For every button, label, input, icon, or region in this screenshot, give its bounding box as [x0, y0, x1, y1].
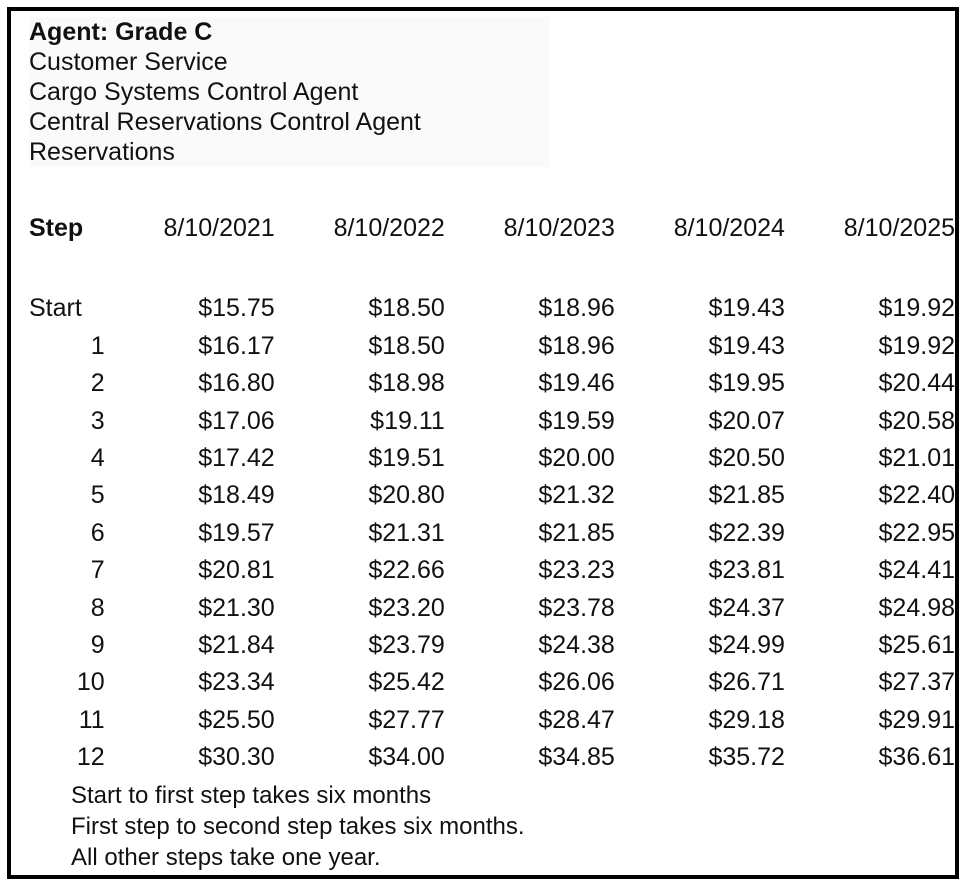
date-column-header: 8/10/2024	[673, 214, 785, 242]
rate-cell: $21.32	[538, 481, 615, 510]
position-customer-service: Customer Service	[29, 48, 228, 76]
step-column-header: Step	[29, 214, 84, 242]
table-row	[29, 290, 955, 327]
grade-title: Agent: Grade C	[29, 18, 213, 46]
rate-cell: $28.47	[538, 705, 615, 734]
rate-cell: $22.66	[368, 556, 445, 585]
rate-cell: $26.06	[538, 668, 615, 697]
rate-cell: $24.38	[538, 631, 615, 660]
date-column-header: 8/10/2025	[843, 214, 955, 242]
note-line: First step to second step takes six months.	[71, 813, 525, 840]
table-row	[29, 590, 955, 627]
rate-cell: $19.57	[198, 518, 275, 547]
rate-cell: $23.79	[368, 631, 445, 660]
table-row	[29, 552, 955, 589]
table-row	[29, 702, 955, 739]
position-cargo-systems: Cargo Systems Control Agent	[29, 78, 359, 106]
rate-cell: $24.37	[708, 593, 785, 622]
step-cell: 5	[90, 481, 105, 510]
table-row	[29, 739, 955, 776]
rate-cell: $20.44	[878, 369, 955, 398]
rate-cell: $20.81	[198, 556, 275, 585]
rate-cell: $27.37	[878, 668, 955, 697]
rate-cell: $18.96	[538, 331, 615, 360]
table-row	[29, 440, 955, 477]
rate-cell: $22.95	[878, 518, 955, 547]
table-row	[29, 664, 955, 701]
rate-cell: $19.43	[708, 294, 785, 323]
rate-cell: $34.85	[538, 743, 615, 772]
rate-cell: $19.59	[538, 406, 615, 435]
position-central-reservations: Central Reservations Control Agent	[29, 108, 421, 136]
rate-cell: $21.31	[368, 518, 445, 547]
rate-cell: $24.41	[878, 556, 955, 585]
rate-cell: $29.91	[878, 705, 955, 734]
rate-cell: $35.72	[708, 743, 785, 772]
rate-cell: $22.39	[708, 518, 785, 547]
step-cell: 7	[90, 556, 105, 585]
rate-cell: $25.50	[198, 705, 275, 734]
step-cell: 1	[90, 331, 105, 360]
rate-cell: $21.85	[538, 518, 615, 547]
table-row	[29, 328, 955, 365]
notes-block	[71, 780, 525, 873]
rate-cell: $30.30	[198, 743, 275, 772]
pay-scale-document	[7, 7, 959, 879]
rate-cell: $21.85	[708, 481, 785, 510]
rate-cell: $20.07	[708, 406, 785, 435]
rate-cell: $24.98	[878, 593, 955, 622]
rate-cell: $19.46	[538, 369, 615, 398]
rate-cell: $17.42	[198, 444, 275, 473]
rate-cell: $19.95	[708, 369, 785, 398]
rate-cell: $23.23	[538, 556, 615, 585]
date-column-header: 8/10/2021	[163, 214, 275, 242]
rate-cell: $18.96	[538, 294, 615, 323]
step-cell: 10	[76, 668, 105, 697]
rate-cell: $23.81	[708, 556, 785, 585]
rate-cell: $21.01	[878, 444, 955, 473]
rate-cell: $34.00	[368, 743, 445, 772]
rate-cell: $25.42	[368, 668, 445, 697]
rate-cell: $20.58	[878, 406, 955, 435]
rate-cell: $18.98	[368, 369, 445, 398]
note-line: Start to first step takes six months	[71, 782, 432, 809]
date-column-header: 8/10/2023	[503, 214, 615, 242]
step-cell: 3	[90, 406, 105, 435]
rate-cell: $17.06	[198, 406, 275, 435]
rate-cell: $19.11	[370, 406, 445, 435]
rate-cell: $22.40	[878, 481, 955, 510]
rate-cell: $27.77	[368, 705, 445, 734]
header-block	[29, 17, 549, 167]
rate-cell: $23.20	[368, 593, 445, 622]
rate-cell: $23.78	[538, 593, 615, 622]
rate-cell: $19.51	[368, 444, 445, 473]
table-row	[29, 515, 955, 552]
rate-cell: $25.61	[878, 631, 955, 660]
rate-cell: $15.75	[198, 294, 275, 323]
rate-cell: $16.17	[198, 331, 275, 360]
rate-cell: $19.43	[708, 331, 785, 360]
table-row	[29, 365, 955, 402]
date-column-header: 8/10/2022	[333, 214, 445, 242]
rate-cell: $29.18	[708, 705, 785, 734]
rate-cell: $19.92	[878, 294, 955, 323]
table-row	[29, 403, 955, 440]
rate-cell: $24.99	[708, 631, 785, 660]
rate-cell: $19.92	[878, 331, 955, 360]
table-row	[29, 627, 955, 664]
position-reservations: Reservations	[29, 138, 175, 166]
step-cell: 8	[90, 593, 105, 622]
table-header-row	[29, 203, 955, 253]
step-cell: Start	[29, 294, 82, 323]
rate-cell: $26.71	[708, 668, 785, 697]
pay-rate-table	[29, 203, 955, 777]
rate-cell: $20.00	[538, 444, 615, 473]
rate-cell: $18.50	[368, 331, 445, 360]
step-cell: 6	[90, 518, 105, 547]
rate-cell: $20.80	[368, 481, 445, 510]
rate-cell: $36.61	[878, 743, 955, 772]
rate-cell: $21.30	[198, 593, 275, 622]
step-cell: 2	[90, 369, 105, 398]
rate-cell: $18.49	[198, 481, 275, 510]
step-cell: 12	[76, 743, 105, 772]
table-body	[29, 253, 955, 777]
rate-cell: $16.80	[198, 369, 275, 398]
rate-cell: $23.34	[198, 668, 275, 697]
spacer-row	[29, 253, 955, 290]
table-row	[29, 477, 955, 514]
note-line: All other steps take one year.	[71, 844, 381, 871]
rate-cell: $20.50	[708, 444, 785, 473]
rate-cell: $18.50	[368, 294, 445, 323]
step-cell: 11	[78, 705, 105, 734]
rate-cell: $21.84	[198, 631, 275, 660]
step-cell: 4	[90, 444, 105, 473]
step-cell: 9	[90, 631, 105, 660]
